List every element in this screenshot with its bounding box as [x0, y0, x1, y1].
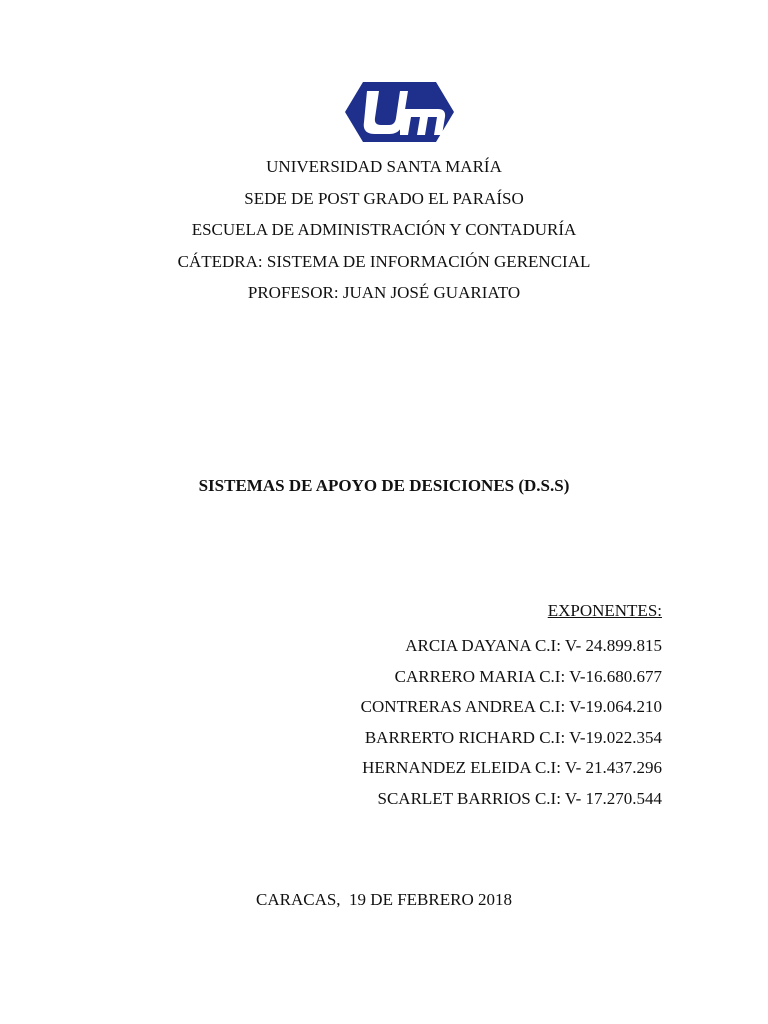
document-title: SISTEMAS DE APOYO DE DESICIONES (D.S.S): [198, 476, 570, 495]
campus-name: SEDE DE POST GRADO EL PARAÍSO: [244, 188, 524, 208]
university-logo: [345, 82, 454, 142]
place-and-date: CARACAS, 19 DE FEBRERO 2018: [256, 890, 512, 909]
course-name: CÁTEDRA: SISTEMA DE INFORMACIÓN GERENCIAL: [177, 251, 591, 271]
presenter-item: CONTRERAS ANDREA C.I: V-19.064.210: [360, 697, 662, 717]
school-name: ESCUELA DE ADMINISTRACIÓN Y CONTADURÍA: [191, 220, 577, 239]
presenters-heading: EXPONENTES:: [547, 601, 662, 620]
presenter-item: SCARLET BARRIOS C.I: V- 17.270.544: [377, 788, 662, 808]
institution-header: [0, 151, 768, 309]
presenter-item: CARRERO MARIA C.I: V-16.680.677: [394, 666, 662, 686]
presenters-block: [361, 599, 662, 815]
usm-logo-icon: [345, 82, 454, 142]
presenter-item: ARCIA DAYANA C.I: V- 24.899.815: [405, 636, 662, 655]
university-name: UNIVERSIDAD SANTA MARÍA: [266, 157, 502, 176]
presenter-item: BARRERTO RICHARD C.I: V-19.022.354: [364, 727, 662, 747]
professor-name: PROFESOR: JUAN JOSÉ GUARIATO: [247, 283, 521, 302]
presenter-item: HERNANDEZ ELEIDA C.I: V- 21.437.296: [362, 758, 662, 778]
